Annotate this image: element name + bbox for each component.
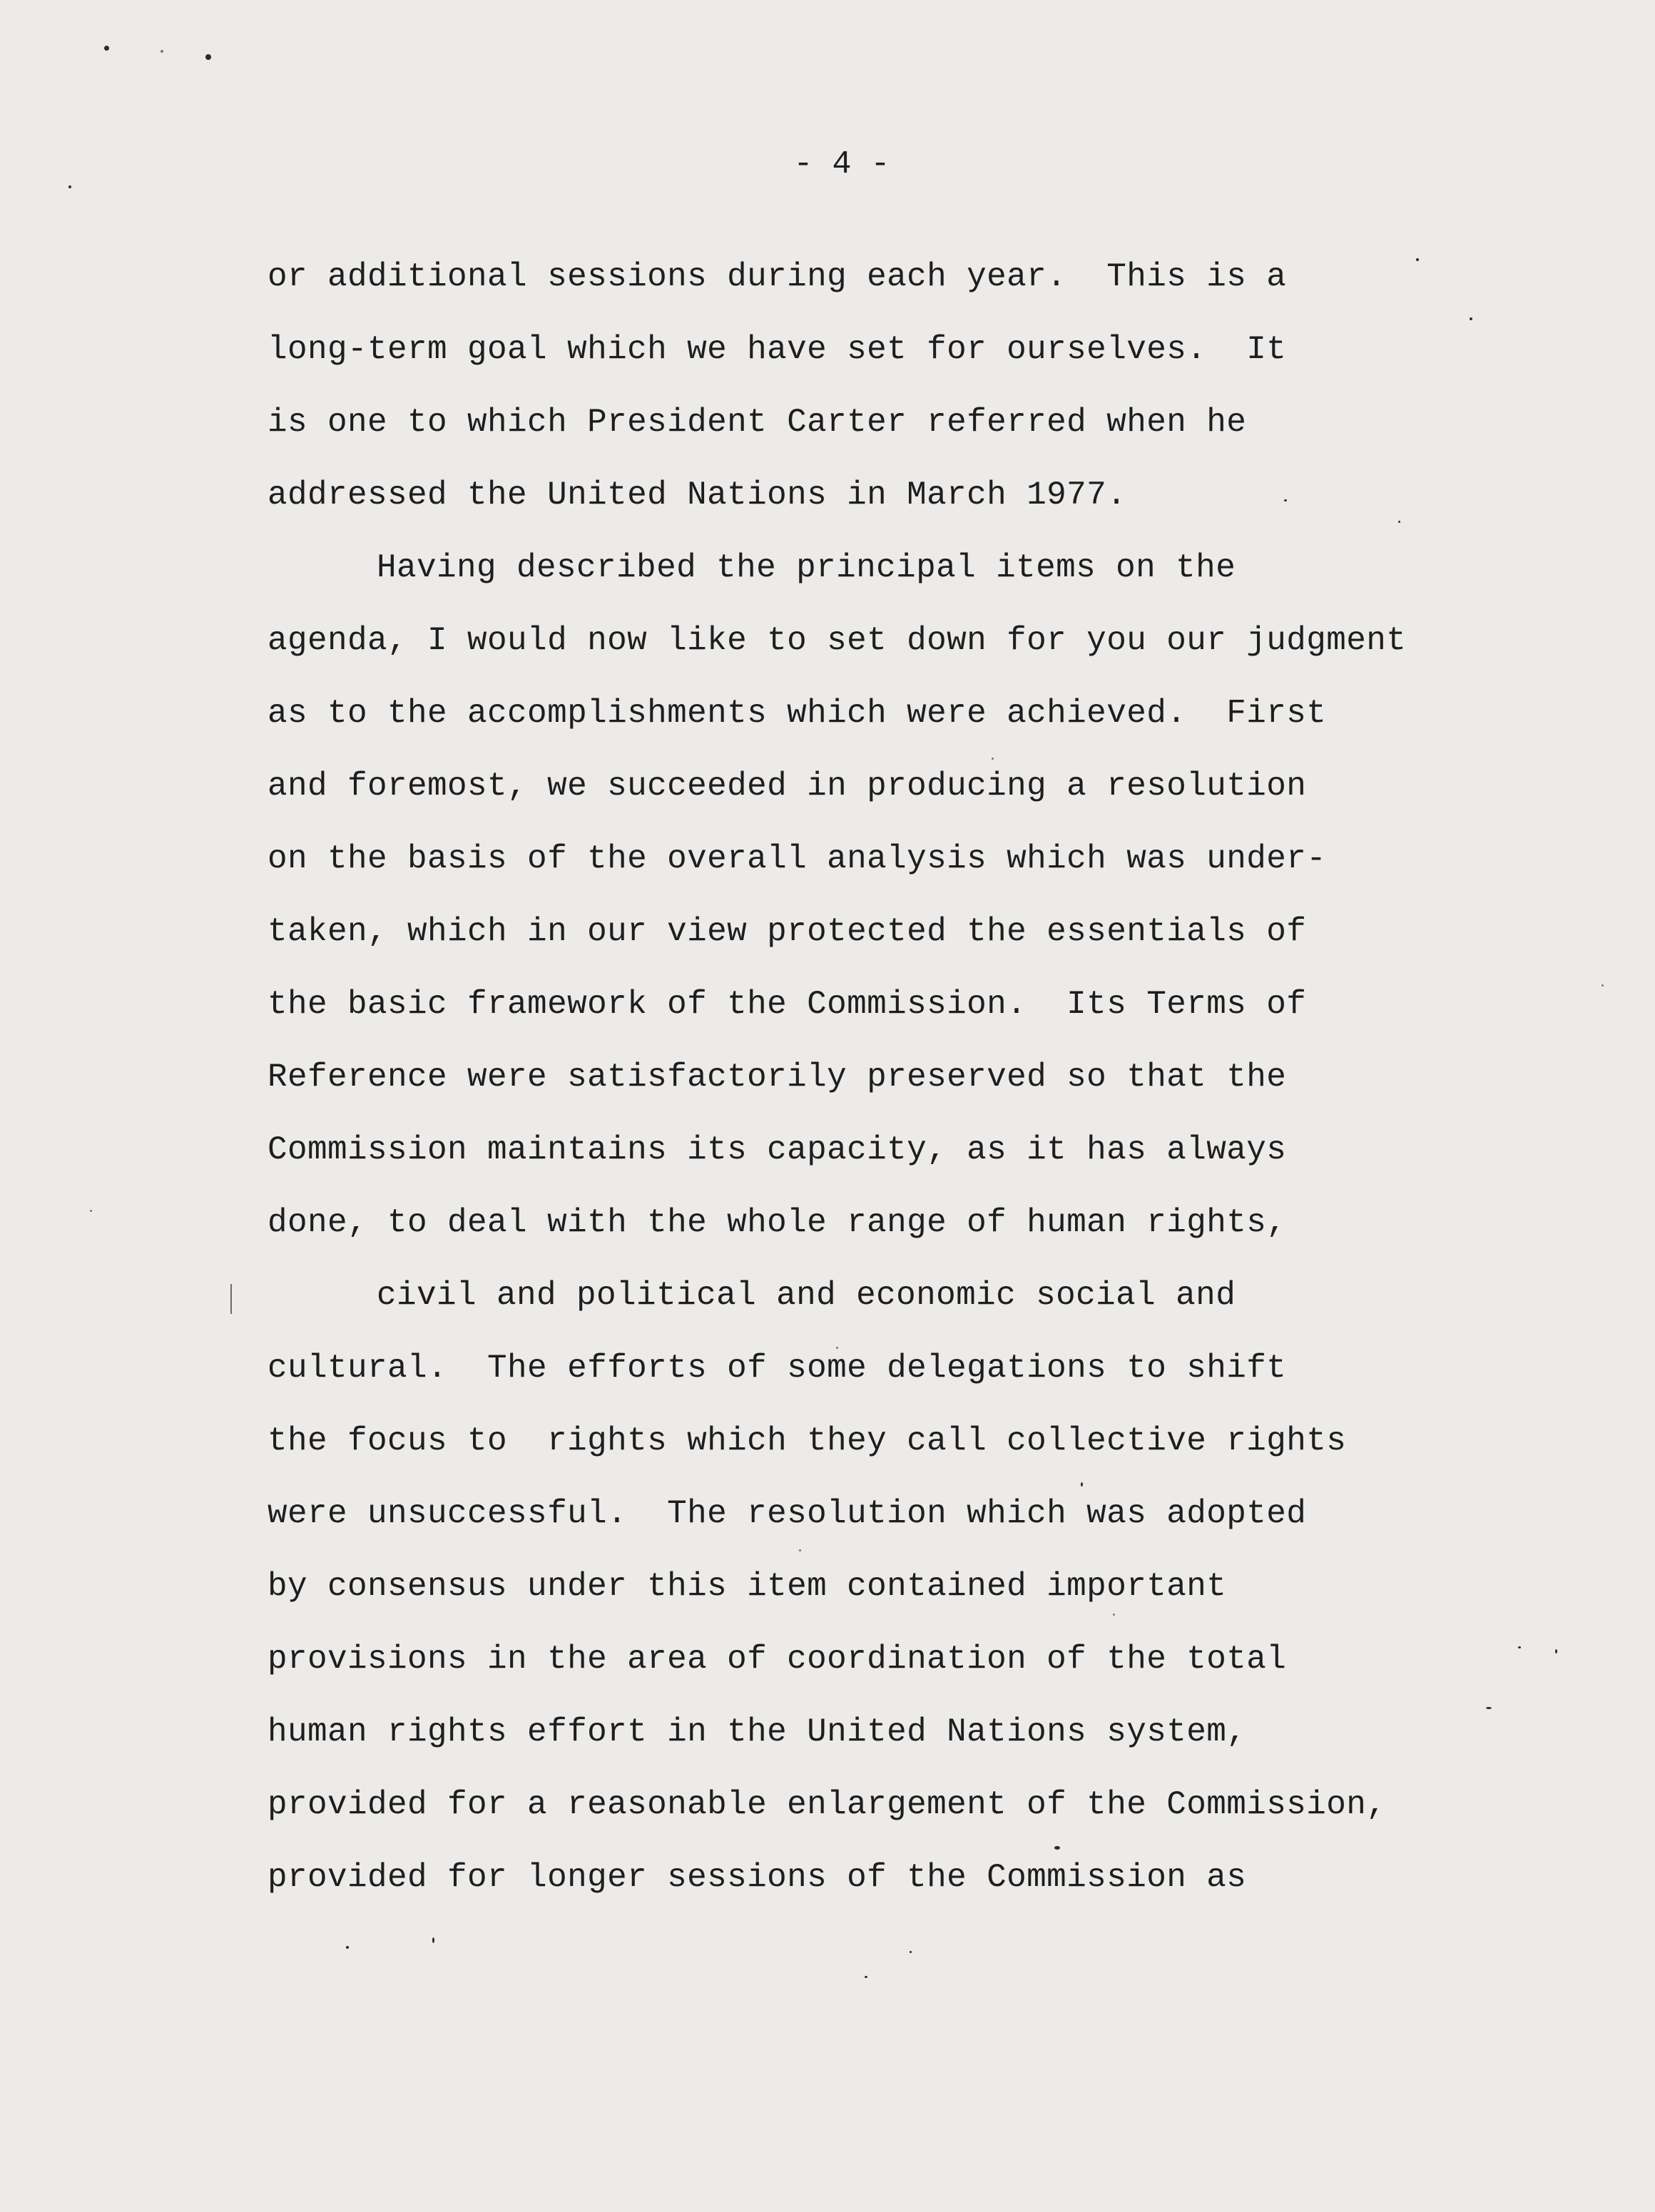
text-line-19: by consensus under this item contained important <box>268 1568 1227 1605</box>
text-line-20: provisions in the area of coordination of the total <box>268 1641 1287 1678</box>
text-line-11: the basic framework of the Commission. Its Terms of <box>268 986 1307 1023</box>
scan-speck <box>346 1946 349 1949</box>
text-line-7: as to the accomplishments which were achieved. First <box>268 695 1327 732</box>
margin-pencil-mark <box>230 1284 232 1314</box>
text-line-18: were unsuccessful. The resolution which was adopted <box>268 1495 1307 1532</box>
text-line-3: is one to which President Carter referred when he <box>268 404 1247 441</box>
scan-speck <box>104 46 109 51</box>
scan-speck <box>865 1976 867 1978</box>
text-line-17: the focus to rights which they call collective rights <box>268 1422 1347 1459</box>
text-line-13: Commission maintains its capacity, as it has always <box>268 1131 1287 1168</box>
text-line-14: done, to deal with the whole range of human rights, <box>268 1204 1287 1241</box>
text-line-6: agenda, I would now like to set down for you our judgment <box>268 622 1407 659</box>
scan-speck <box>836 1347 838 1349</box>
text-line-15: civil and political and economic social and <box>377 1277 1236 1314</box>
text-line-16: cultural. The efforts of some delegations to shift <box>268 1350 1287 1387</box>
scan-speck <box>1416 258 1419 261</box>
text-line-4: addressed the United Nations in March 1977. <box>268 476 1127 514</box>
scan-speck <box>910 1951 912 1953</box>
scan-speck <box>1518 1646 1521 1648</box>
scan-speck <box>1081 1482 1083 1487</box>
text-line-5: Having described the principal items on the <box>377 549 1236 586</box>
text-line-10: taken, which in our view protected the essentials of <box>268 913 1307 950</box>
text-line-9: on the basis of the overall analysis which was under- <box>268 840 1327 877</box>
scan-speck <box>1555 1649 1557 1653</box>
text-line-8: and foremost, we succeeded in producing a resolution <box>268 768 1307 805</box>
scan-speck <box>161 50 163 53</box>
scan-speck <box>1054 1846 1060 1850</box>
text-line-23: provided for longer sessions of the Commission as <box>268 1859 1247 1896</box>
text-line-1: or additional sessions during each year. This is a <box>268 258 1287 295</box>
scan-speck <box>432 1937 434 1943</box>
scan-speck <box>1601 984 1604 987</box>
scan-speck <box>992 758 994 760</box>
text-line-22: provided for a reasonable enlargement of the Commission, <box>268 1786 1387 1823</box>
scan-speck <box>1398 521 1400 523</box>
page-number: - 4 - <box>793 146 890 183</box>
scan-speck <box>1470 317 1472 320</box>
text-line-12: Reference were satisfactorily preserved so that the <box>268 1059 1287 1096</box>
scan-speck <box>799 1549 801 1551</box>
scan-speck <box>1113 1614 1115 1616</box>
scan-speck <box>1486 1707 1492 1709</box>
scan-speck <box>68 185 71 188</box>
scan-speck <box>1284 499 1287 501</box>
scan-speck <box>205 54 211 60</box>
text-line-2: long-term goal which we have set for ourselves. It <box>268 331 1287 368</box>
scan-speck <box>90 1210 92 1212</box>
text-line-21: human rights effort in the United Nations system, <box>268 1713 1247 1750</box>
